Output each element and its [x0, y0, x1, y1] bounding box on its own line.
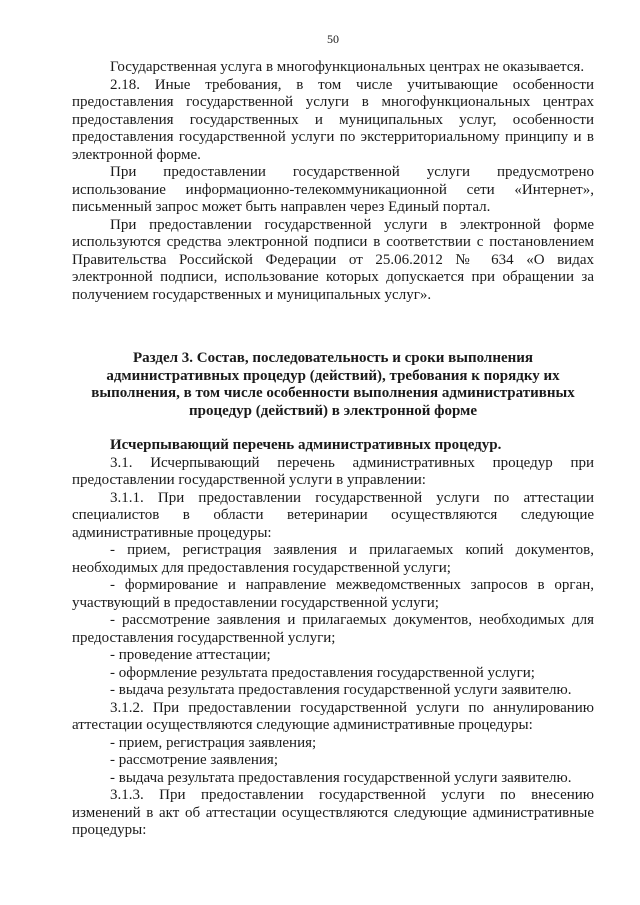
paragraph-3-1-3: 3.1.3. При предоставлении государственной услуги по внесению изменений в акт об аттестации осуществляются следующие административные процедуры: [72, 787, 594, 838]
subheading-procedures-list: Исчерпывающий перечень административных процедур. [110, 437, 502, 453]
paragraph-electronic-signature: При предоставлении государственной услуги в электронной форме используются средства электронной подписи в соответствии с постановлением Правительства Российской Федерации от 25.06.2012 № 634 «О видах электронной подписи, использование которых допускается при обращении за получением государственных и муниципальных услуг». [72, 216, 594, 303]
paragraph-3-1-2: 3.1.2. При предоставлении государственной услуги по аннулированию аттестации осуществляются следующие административные процедуры: [72, 699, 594, 733]
section-title: Раздел 3. Состав, последовательность и сроки выполнения административных процедур (действий), требования к порядку их выполнения, в том числе особенности выполнения административных процедур (действий) в электронной форме [91, 350, 575, 419]
list-item: - выдача результата предоставления государственной услуги заявителю. [110, 682, 572, 698]
paragraph-mfc-note: Государственная услуга в многофункциональных центрах не оказывается. [110, 59, 585, 75]
document-page [72, 32, 594, 892]
paragraph-3-1: 3.1. Исчерпывающий перечень административных процедур при предоставлении государственной услуги в управлении: [72, 454, 594, 488]
page-number: 50 [327, 32, 339, 46]
paragraph-3-1-1: 3.1.1. При предоставлении государственной услуги по аттестации специалистов в области ветеринарии осуществляются следующие административные процедуры: [72, 489, 594, 541]
spacer [72, 420, 594, 437]
list-item: - оформление результата предоставления государственной услуги; [110, 664, 535, 681]
list-item: - формирование и направление межведомственных запросов в орган, участвующий в предоставлении государственной услуги; [72, 577, 594, 611]
list-item: - выдача результата предоставления государственной услуги заявителю. [110, 769, 572, 786]
paragraph-2-18: 2.18. Иные требования, в том числе учитывающие особенности предоставления государственной услуги в многофункциональных центрах предоставления государственных и муниципальных услуг, особенности предоставления государственной услуги по экстерриториальному принципу и в электронной форме. [72, 76, 594, 163]
list-item: - прием, регистрация заявления и прилагаемых копий документов, необходимых для предоставления государственной услуги; [72, 542, 594, 576]
paragraph-internet-use: При предоставлении государственной услуги предусмотрено использование информационно-телекоммуникационной сети «Интернет», письменный запрос может быть направлен через Единый портал. [72, 164, 594, 215]
list-item: - проведение аттестации; [110, 647, 271, 663]
list-item: - рассмотрение заявления и прилагаемых документов, необходимых для предоставления государственной услуги; [72, 612, 594, 646]
list-item: - прием, регистрация заявления; [110, 734, 317, 751]
spacer [72, 304, 594, 350]
list-item: - рассмотрение заявления; [110, 752, 279, 768]
